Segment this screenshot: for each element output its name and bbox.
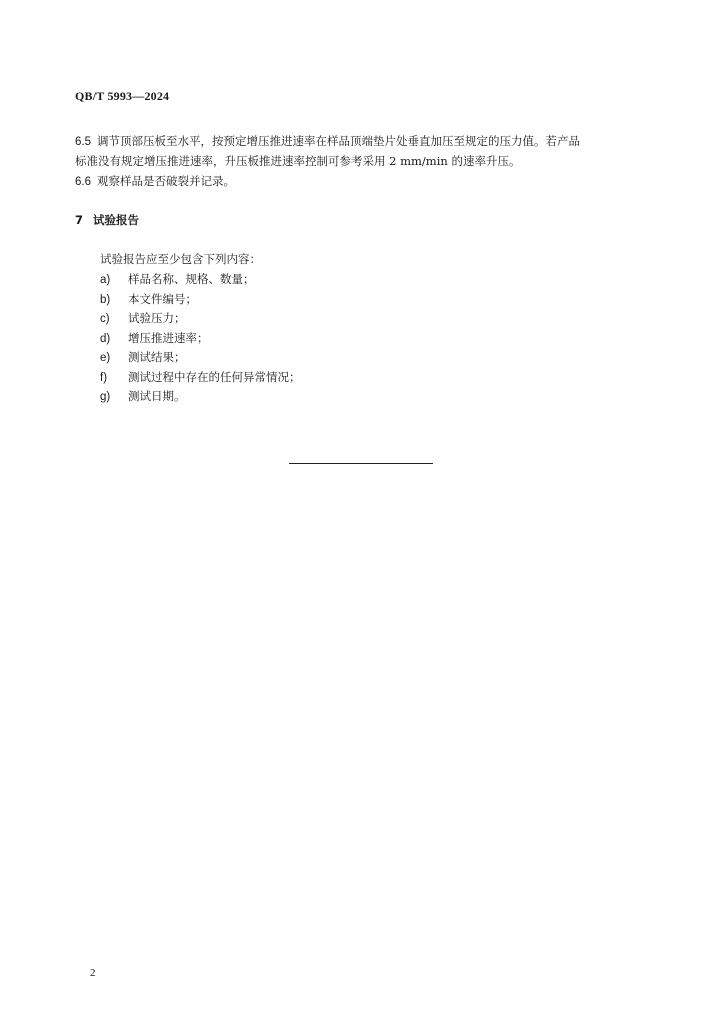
clause-number: 6.6 (75, 176, 91, 188)
list-marker: g) (100, 391, 111, 403)
list-marker: c) (100, 313, 110, 325)
list-marker: d) (100, 332, 111, 345)
list-item-text: 试验压力； (128, 311, 186, 325)
list-marker: e) (100, 352, 111, 364)
clause-number: 6.5 (75, 136, 91, 148)
list-item-text: 增压推进速率； (128, 330, 209, 345)
section-number: 7 (75, 213, 84, 227)
list-item (100, 329, 301, 349)
report-items-list (100, 270, 301, 407)
end-of-document-rule (289, 463, 433, 464)
clause-6-5-line-1 (75, 132, 580, 152)
list-item-text: 本文件编号； (128, 291, 197, 306)
section-heading (75, 212, 139, 228)
list-item-text: 测试过程中存在的任何异常情况； (128, 369, 301, 384)
section-title-text: 试验报告 (93, 213, 140, 227)
list-item (100, 348, 301, 368)
list-marker: b) (100, 293, 111, 306)
list-item (100, 387, 301, 407)
list-item (100, 309, 301, 329)
list-marker: f) (100, 371, 108, 384)
list-item-text: 样品名称、规格、数量； (128, 272, 255, 286)
standard-code: QB/T 5993—2024 (75, 89, 170, 103)
list-item-text: 测试结果； (128, 350, 186, 364)
list-item (100, 290, 301, 310)
list-marker: a) (100, 274, 111, 286)
page-number: 2 (90, 967, 96, 979)
clause-6-5-line-2 (75, 152, 520, 171)
clause-text: 标准没有规定增压推进速率，升压板推进速率控制可参考采用 2 mm/min 的速率升压。 (75, 154, 521, 168)
report-intro: 试验报告应至少包含下列内容： (100, 252, 261, 266)
list-item-text: 测试日期。 (128, 389, 186, 403)
clause-text: 观察样品是否破裂并记录。 (97, 174, 235, 188)
clause-6-6 (75, 172, 235, 192)
list-item (100, 368, 301, 388)
clause-text: 调节顶部压板至水平，按预定增压推进速率在样品顶端垫片处垂直加压至规定的压力值。若产品 (97, 134, 580, 148)
list-item (100, 270, 301, 290)
